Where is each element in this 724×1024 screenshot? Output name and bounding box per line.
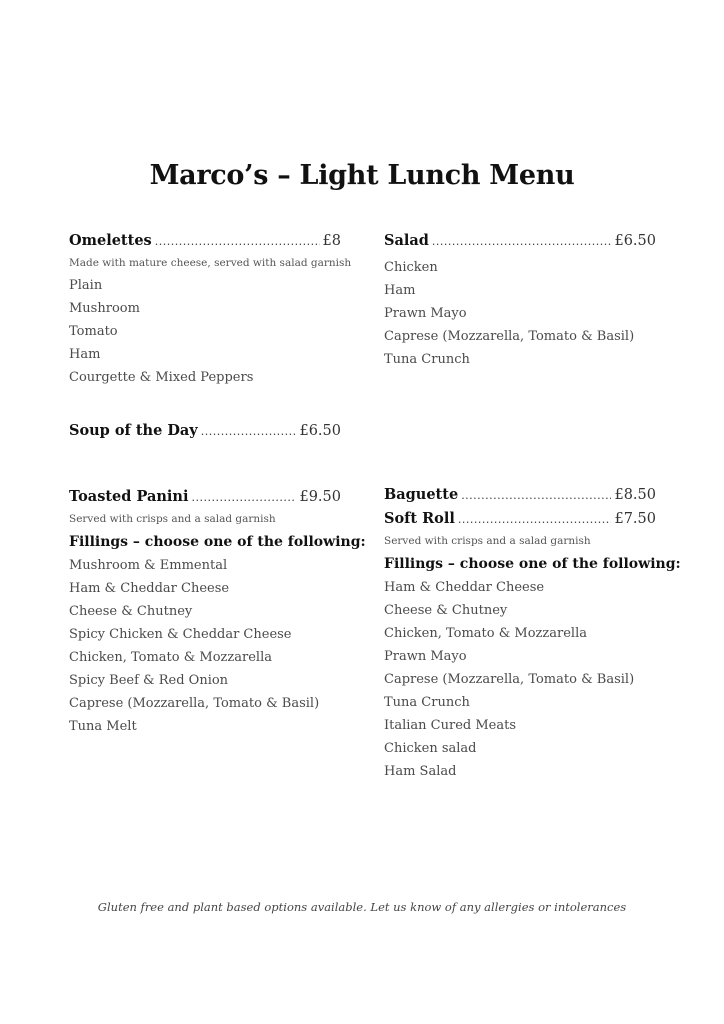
salad-header [384,232,656,256]
baguette-header [384,486,656,510]
dot-leader [201,425,297,438]
menu-item: Tuna Crunch [384,695,470,710]
soup-name: Soup of the Day [69,422,198,439]
menu-item: Caprese (Mozzarella, Tomato & Basil) [384,672,635,687]
menu-item: Tuna Melt [69,719,137,734]
dot-leader [458,513,612,526]
menu-item: Ham & Cheddar Cheese [69,581,230,596]
page-title: Marco’s – Light Lunch Menu [149,160,575,191]
omelettes-price: £8 [322,233,341,249]
menu-item: Spicy Beef & Red Onion [69,673,229,688]
menu-item: Plain [69,278,103,293]
menu-item: Mushroom [69,301,140,316]
menu-item: Chicken [384,260,438,275]
dot-leader [155,235,320,248]
salad-price: £6.50 [614,233,656,249]
menu-item: Prawn Mayo [384,306,467,321]
menu-item: Cheese & Chutney [384,603,508,618]
salad-name: Salad [384,232,429,249]
salad-section [384,232,656,371]
baguette-description: Served with crisps and a salad garnish [384,535,591,547]
soft-roll-header [384,510,656,534]
panini-section [69,488,366,738]
menu-item: Caprese (Mozzarella, Tomato & Basil) [384,329,635,344]
menu-item: Courgette & Mixed Peppers [69,370,254,385]
panini-name: Toasted Panini [69,488,189,505]
menu-item: Ham Salad [384,764,457,779]
baguette-fillings-heading: Fillings – choose one of the following: [384,556,681,572]
soup-section [69,422,341,446]
panini-fillings-heading: Fillings – choose one of the following: [69,534,366,550]
dot-leader [461,489,611,502]
menu-item: Prawn Mayo [384,649,467,664]
dot-leader [191,491,296,504]
soup-header [69,422,341,446]
menu-item: Chicken salad [384,741,477,756]
menu-item: Ham [69,347,101,362]
menu-item: Ham [384,283,416,298]
menu-item: Caprese (Mozzarella, Tomato & Basil) [69,696,320,711]
panini-header [69,488,341,512]
baguette-section [384,486,681,783]
menu-item: Chicken, Tomato & Mozzarella [384,626,587,641]
soup-price: £6.50 [299,423,341,439]
baguette-name: Baguette [384,486,459,503]
panini-description: Served with crisps and a salad garnish [69,513,276,525]
dot-leader [432,235,612,248]
soft-roll-name: Soft Roll [384,510,455,527]
menu-item: Tomato [69,324,118,339]
menu-item: Spicy Chicken & Cheddar Cheese [69,627,292,642]
soft-roll-price: £7.50 [614,511,656,527]
menu-item: Ham & Cheddar Cheese [384,580,545,595]
menu-item: Chicken, Tomato & Mozzarella [69,650,272,665]
menu-item: Mushroom & Emmental [69,558,228,573]
omelettes-section [69,232,352,389]
allergy-footer-note: Gluten free and plant based options available. Let us know of any allergies or intolerances [97,900,627,914]
omelettes-name: Omelettes [69,232,152,249]
panini-price: £9.50 [299,489,341,505]
baguette-price: £8.50 [614,487,656,503]
omelettes-description: Made with mature cheese, served with salad garnish [69,257,352,269]
menu-item: Italian Cured Meats [384,718,517,733]
menu-item: Cheese & Chutney [69,604,193,619]
omelettes-header [69,232,341,256]
menu-item: Tuna Crunch [384,352,470,367]
